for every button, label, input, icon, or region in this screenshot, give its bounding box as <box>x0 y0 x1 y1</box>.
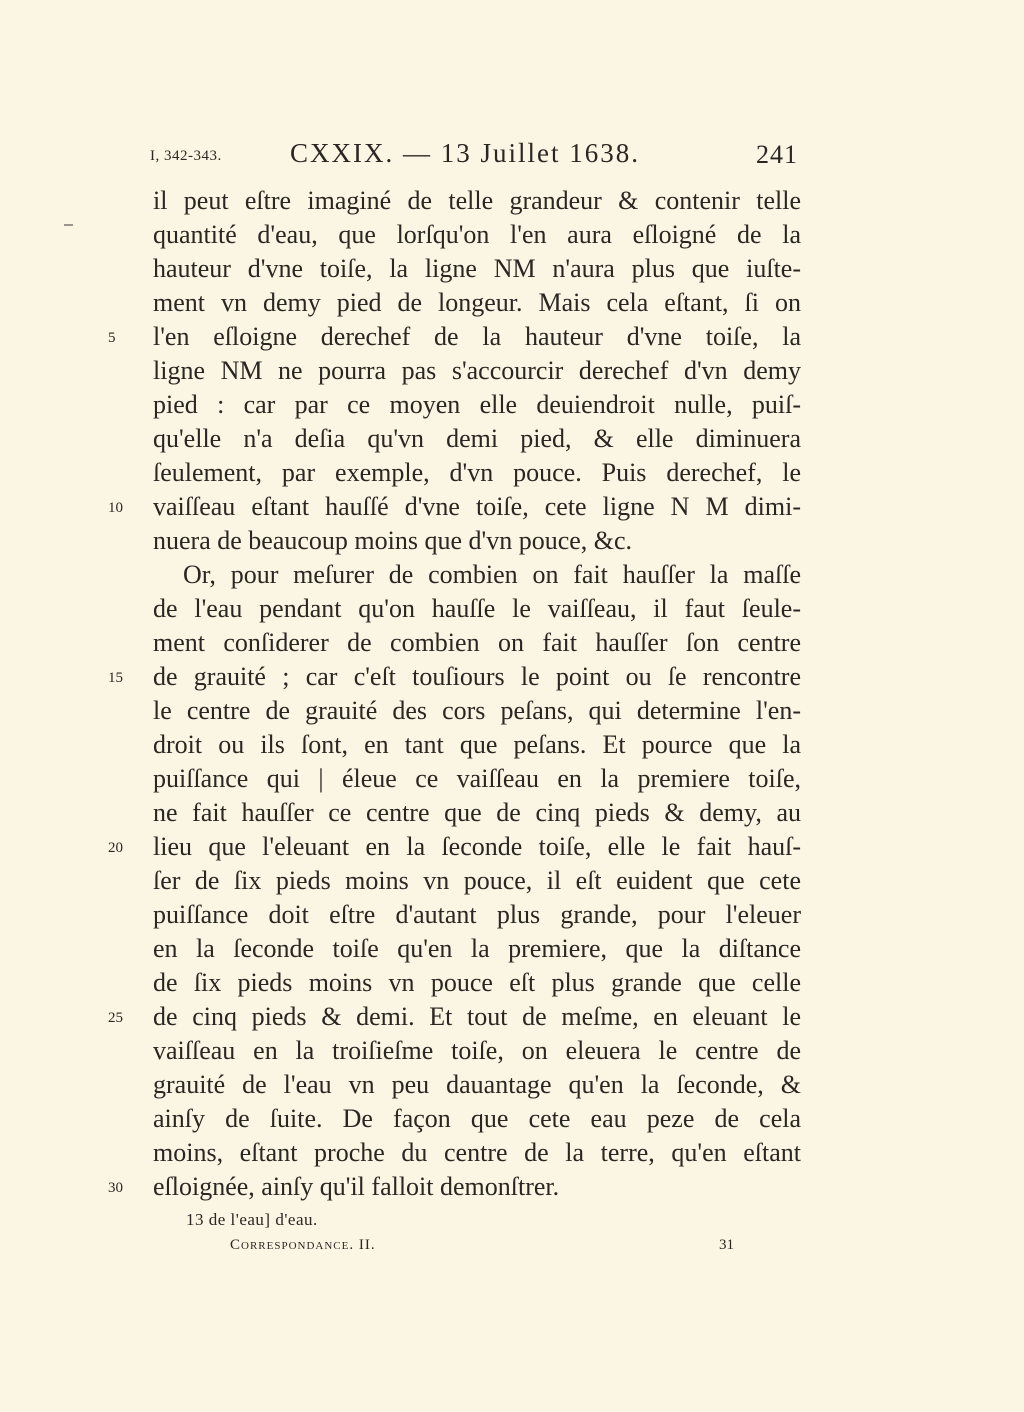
line-text: ment conſiderer de combien on fait hauſſer ſon centre <box>153 628 801 657</box>
line-text: eſloignée, ainſy qu'il falloit demonſtrer. <box>153 1172 560 1201</box>
line-text: de cinq pieds & demi. Et tout de meſme, en eleuant le <box>153 1002 801 1031</box>
line-number: 15 <box>108 670 123 686</box>
text-line <box>0 354 1024 388</box>
line-text: puiſſance doit eſtre d'autant plus grande, pour l'eleuer <box>153 900 801 929</box>
text-line <box>0 320 1024 354</box>
line-number: 10 <box>108 500 123 516</box>
text-line <box>0 864 1024 898</box>
line-text: lieu que l'eleuant en la ſeconde toiſe, elle le fait hauſ- <box>153 832 801 861</box>
line-text: droit ou ils ſont, en tant que peſans. Et pource que la <box>153 730 801 759</box>
line-text: vaiſſeau en la troiſieſme toiſe, on eleuera le centre de <box>153 1036 801 1065</box>
line-text: ligne NM ne pourra pas s'accourcir derechef d'vn demy <box>153 356 801 385</box>
text-line <box>0 558 1024 592</box>
line-text: hauteur d'vne toiſe, la ligne NM n'aura plus que iuſte- <box>153 254 801 283</box>
line-text: ment vn demy pied de longeur. Mais cela eſtant, ſi on <box>153 288 801 317</box>
line-text: qu'elle n'a deſia qu'vn demi pied, & elle diminuera <box>153 424 801 453</box>
text-line <box>0 728 1024 762</box>
text-line <box>0 694 1024 728</box>
line-text: puiſſance qui | éleue ce vaiſſeau en la premiere toiſe, <box>153 764 801 793</box>
text-line <box>0 252 1024 286</box>
text-line <box>0 1136 1024 1170</box>
text-line <box>0 456 1024 490</box>
edition-reference: I, 342-343. <box>150 148 222 164</box>
text-line <box>0 592 1024 626</box>
footnote: 13 de l'eau] d'eau. <box>186 1210 318 1229</box>
text-line <box>0 898 1024 932</box>
text-line <box>0 286 1024 320</box>
text-line <box>0 660 1024 694</box>
line-text: en la ſeconde toiſe qu'en la premiere, que la diſtance <box>153 934 801 963</box>
line-text: ſer de ſix pieds moins vn pouce, il eſt euident que cete <box>153 866 801 895</box>
line-text: moins, eſtant proche du centre de la terre, qu'en eſtant <box>153 1138 801 1167</box>
line-text: de ſix pieds moins vn pouce eſt plus grande que celle <box>153 968 801 997</box>
line-text: de grauité ; car c'eſt touſiours le point ou ſe rencontre <box>153 662 801 691</box>
text-line <box>0 966 1024 1000</box>
letter-heading: CXXIX. — 13 Juillet 1638. <box>290 138 640 168</box>
text-line <box>0 762 1024 796</box>
text-line <box>0 1068 1024 1102</box>
running-head <box>0 138 1024 174</box>
line-text: ſeulement, par exemple, d'vn pouce. Puis derechef, le <box>153 458 801 487</box>
text-line <box>0 830 1024 864</box>
volume-signature: Correspondance. II. <box>230 1237 376 1253</box>
line-text: nuera de beaucoup moins que d'vn pouce, &c. <box>153 526 633 555</box>
page-number: 241 <box>756 140 798 169</box>
text-line <box>0 1170 1024 1204</box>
line-text: vaiſſeau eſtant hauſſé d'vne toiſe, cete ligne N M dimi- <box>153 492 801 521</box>
gathering-number: 31 <box>719 1237 734 1253</box>
text-line <box>0 626 1024 660</box>
text-line <box>0 932 1024 966</box>
line-text: il peut eſtre imaginé de telle grandeur & contenir telle <box>153 186 801 215</box>
text-line <box>0 388 1024 422</box>
line-text: pied : car par ce moyen elle deuiendroit nulle, puiſ- <box>153 390 801 419</box>
line-text: ainſy de ſuite. De façon que cete eau peze de cela <box>153 1104 801 1133</box>
text-line <box>0 796 1024 830</box>
line-text: l'en eſloigne derechef de la hauteur d'vne toiſe, la <box>153 322 801 351</box>
text-line <box>0 1102 1024 1136</box>
text-line <box>0 524 1024 558</box>
text-line <box>0 1000 1024 1034</box>
text-line <box>0 422 1024 456</box>
line-text: de l'eau pendant qu'on hauſſe le vaiſſeau, il faut ſeule- <box>153 594 801 623</box>
line-number: 5 <box>108 330 116 346</box>
line-number: 30 <box>108 1180 123 1196</box>
line-text: Or, pour meſurer de combien on fait hauſſer la maſſe <box>183 560 801 589</box>
line-number: 20 <box>108 840 123 856</box>
letter-body <box>0 184 1024 1204</box>
line-text: grauité de l'eau vn peu dauantage qu'en la ſeconde, & <box>153 1070 801 1099</box>
text-line <box>0 184 1024 218</box>
line-text: le centre de grauité des cors peſans, qui determine l'en- <box>153 696 801 725</box>
line-number: 25 <box>108 1010 123 1026</box>
text-line <box>0 1034 1024 1068</box>
line-text: quantité d'eau, que lorſqu'on l'en aura eſloigné de la <box>153 220 801 249</box>
text-line <box>0 218 1024 252</box>
text-line <box>0 490 1024 524</box>
line-text: ne fait hauſſer ce centre que de cinq pieds & demy, au <box>153 798 801 827</box>
